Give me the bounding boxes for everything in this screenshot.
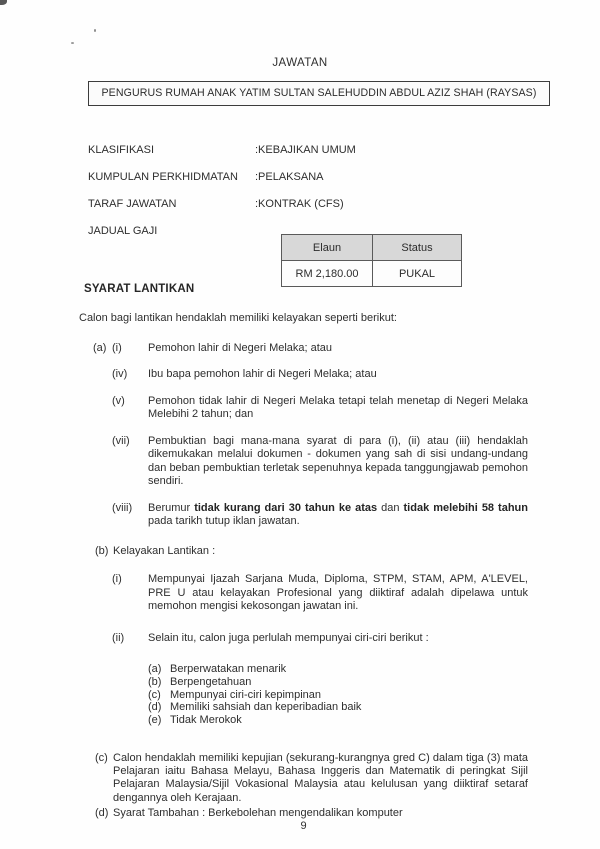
item-alpha-label: (d): [95, 806, 109, 819]
list-item: [93, 368, 528, 382]
scan-artifact-corner: [0, 0, 7, 5]
item-alpha-label: (b): [95, 544, 109, 557]
trait-item: [148, 714, 528, 727]
traits-list: [148, 663, 528, 727]
item-alpha-spacer: [93, 395, 112, 422]
page-title: JAWATAN: [272, 57, 328, 69]
item-text: Pembuktian bagi mana-mana syarat di para (i), (ii) atau (iii) hendaklah dikemukakan melalui dokumen - dokumen yang sah di sisi undang-undang dan beban pembuktian terletak sepenuhnya kepada tanggungjawab pemohon sendiri.: [148, 434, 528, 487]
list-section-b: [79, 545, 528, 727]
item-text: Calon hendaklah memiliki kepujian (sekurang-kurangnya gred C) dalam tiga (3) mata Pelajaran iaitu Bahasa Melayu, Bahasa Inggeris dan Matematik di peringkat Sijil Pelajaran Malaysia/Sijil Vokasional Malaysia atau kelulusan yang diiktiraf setaraf dengannya oleh Kerajaan.: [113, 751, 528, 804]
item-number: (c): [148, 688, 161, 701]
item-alpha-spacer: [93, 632, 112, 646]
scan-artifact-speck: [71, 42, 74, 44]
item-text-part: dan: [377, 501, 404, 514]
item-number: (ii): [112, 631, 125, 644]
item-alpha-spacer: [93, 573, 112, 614]
salary-table-header-row: [282, 235, 462, 261]
list-item: [93, 342, 528, 356]
salary-table-cell-elaun: RM 2,180.00: [282, 261, 373, 287]
list-item: [93, 632, 528, 646]
salary-table-header-elaun: Elaun: [282, 235, 373, 261]
item-text-part: pada tarikh tutup iklan jawatan.: [148, 515, 300, 527]
item-number: (viii): [112, 501, 133, 514]
item-text: Mempunyai Ijazah Sarjana Muda, Diploma, STPM, STAM, APM, A'LEVEL, PRE U atau kelayakan Profesional yang diiktiraf adalah dipelawa untuk memohon mengisi kekosongan jawatan ini.: [148, 573, 528, 612]
list-section-b-items: [79, 573, 528, 645]
section-b-heading: Kelayakan Lantikan :: [113, 544, 216, 557]
item-text-part: Berumur: [148, 501, 195, 514]
info-value: :PELAKSANA: [255, 171, 324, 183]
item-text: Pemohon lahir di Negeri Melaka; atau: [148, 341, 333, 354]
item-number: (iv): [112, 368, 128, 380]
item-alpha-spacer: [93, 502, 112, 529]
list-item: [93, 435, 528, 489]
item-number: (e): [148, 714, 162, 727]
info-label: KUMPULAN PERKHIDMATAN: [88, 171, 238, 183]
list-item: [93, 502, 528, 529]
item-number: (b): [148, 675, 162, 688]
item-text: Ibu bapa pemohon lahir di Negeri Melaka; atau: [148, 368, 377, 380]
item-text: Selain itu, calon juga perlulah mempunyai ciri-ciri berikut :: [148, 631, 429, 644]
info-value: :KEBAJIKAN UMUM: [255, 144, 356, 156]
salary-table: [281, 234, 462, 287]
list-section-d: [79, 807, 528, 821]
list-item: [93, 573, 528, 614]
item-number: (vii): [112, 434, 130, 447]
section-heading-syarat-lantikan: SYARAT LANTIKAN: [84, 283, 195, 295]
trait-item: [148, 663, 528, 676]
info-row-klasifikasi: [88, 144, 356, 157]
trait-item: [148, 689, 528, 702]
salary-table-cell-status: PUKAL: [373, 261, 462, 287]
item-alpha-label: (c): [95, 751, 108, 764]
intro-paragraph: Calon bagi lantikan hendaklah memiliki kelayakan seperti berikut:: [79, 312, 397, 324]
salary-table-header-status: Status: [373, 235, 462, 261]
trait-item: [148, 676, 528, 689]
item-number: (v): [112, 394, 125, 407]
trait-item: [148, 701, 528, 714]
item-text: Berpengetahuan: [170, 675, 252, 688]
info-value: :KONTRAK (CFS): [255, 198, 344, 210]
page-number: 9: [300, 820, 307, 833]
item-text: Memiliki sahsiah dan keperibadian baik: [170, 701, 362, 714]
info-row-kumpulan: [88, 171, 356, 184]
scan-artifact-speck: [94, 29, 96, 32]
item-text: Syarat Tambahan : Berkebolehan mengendalikan komputer: [113, 806, 403, 819]
item-text-bold: tidak melebihi 58 tahun: [403, 501, 528, 514]
item-text: Tidak Merokok: [170, 714, 242, 727]
requirements-body: [79, 312, 528, 834]
item-text-bold: tidak kurang dari 30 tahun ke atas: [194, 501, 378, 514]
info-label: KLASIFIKASI: [88, 144, 155, 156]
section-b-heading-row: [79, 545, 528, 559]
info-label: TARAF JAWATAN: [88, 198, 177, 210]
position-title-box: PENGURUS RUMAH ANAK YATIM SULTAN SALEHUDDIN ABDUL AZIZ SHAH (RAYSAS): [88, 81, 550, 106]
item-number: (i): [112, 341, 122, 354]
list-section-c: [79, 752, 528, 805]
item-text: [148, 502, 528, 529]
info-row-taraf: [88, 198, 356, 211]
item-text: Pemohon tidak lahir di Negeri Melaka tetapi telah menetap di Negeri Melaka Melebihi 2 tahun; dan: [148, 394, 528, 420]
item-text: Berperwatakan menarik: [170, 663, 287, 675]
item-alpha-spacer: [93, 435, 112, 489]
item-alpha-label: (a): [93, 341, 107, 354]
salary-table-data-row: [282, 261, 462, 287]
item-number: (a): [148, 663, 162, 675]
item-alpha-spacer: [93, 368, 112, 382]
item-number: (i): [112, 573, 122, 585]
info-label: JADUAL GAJI: [88, 225, 158, 237]
list-item: [93, 395, 528, 422]
item-text: Mempunyai ciri-ciri kepimpinan: [170, 688, 321, 701]
list-section-a: [79, 342, 528, 529]
item-number: (d): [148, 701, 162, 714]
